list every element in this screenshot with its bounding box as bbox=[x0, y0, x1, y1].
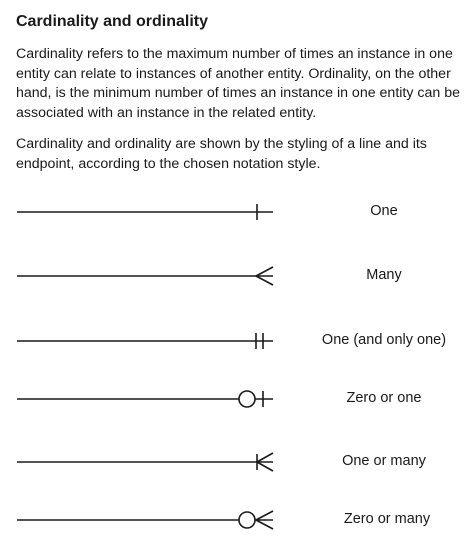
one-or-many-icon bbox=[0, 447, 300, 477]
notation-label: Zero or many bbox=[343, 511, 431, 527]
notation-row-one bbox=[0, 197, 474, 227]
notation-description: Cardinality and ordinality are shown by the styling of a line and its endpoint, according to the chosen notation style. bbox=[16, 136, 427, 172]
one-and-only-one-icon bbox=[0, 326, 300, 356]
notation-row-one-or-many bbox=[0, 447, 474, 477]
notation-label: Many bbox=[366, 267, 402, 283]
zero-or-many-icon bbox=[0, 505, 300, 535]
section-heading: Cardinality and ordinality bbox=[16, 13, 209, 30]
notation-row-many bbox=[0, 261, 474, 291]
notation-row-one-and-only-one bbox=[0, 326, 474, 356]
notation-label: One (and only one) bbox=[321, 332, 447, 348]
notation-label: One or many bbox=[342, 453, 426, 469]
notation-row-zero-or-one bbox=[0, 384, 474, 414]
cardinality-description: Cardinality refers to the maximum number of times an instance in one entity can relate to instances of another entity. Ordinality, on the other hand, is the minimum number of times an instance in one entity can be associated with an instance in the related entity. bbox=[16, 46, 460, 121]
notation-label: Zero or one bbox=[346, 390, 422, 406]
zero-or-one-icon bbox=[0, 384, 300, 414]
many-icon bbox=[0, 261, 300, 291]
notation-label: One bbox=[370, 203, 398, 219]
notation-row-zero-or-many bbox=[0, 505, 474, 535]
one-icon bbox=[0, 197, 300, 227]
